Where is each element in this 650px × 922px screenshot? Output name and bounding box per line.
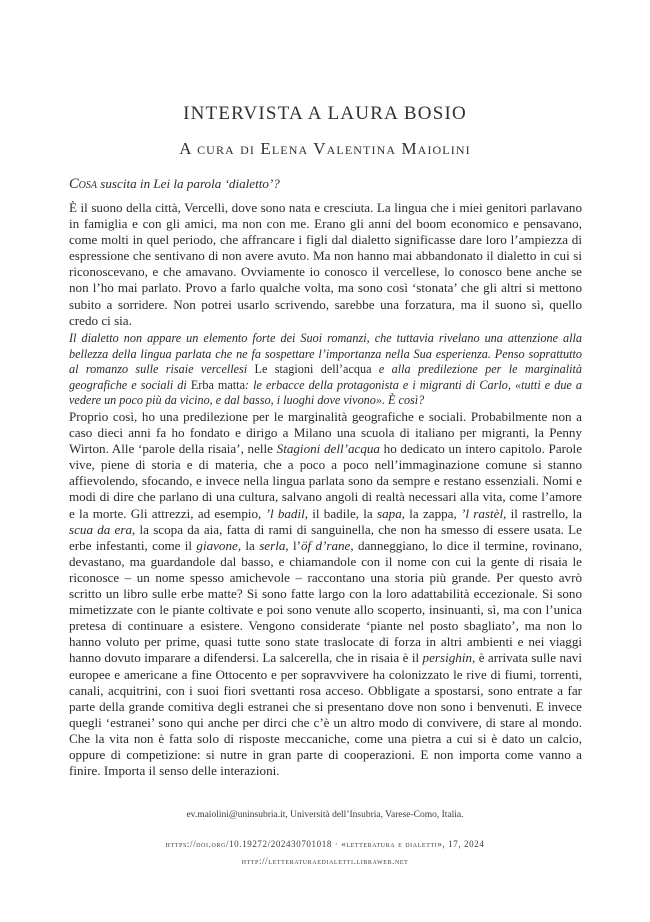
question-1-text: suscita in Lei la parola ‘dialetto’? xyxy=(97,176,280,191)
dialect-word: sapa xyxy=(377,505,402,521)
answer-text: , è arrivata sulle navi europee e americane a fine Ottocento e per sopravvivere ha colonizzato le rive di fiumi, torrenti, canali, acquitrini, con i suoi fiori svettanti rosa acceso. Obbligate a spostarsi, sono entrate a far parte della grande comitiva degli estranei che si presentano dove non sono i benvenuti. E invece quegli ‘estranei’ sono qui anche per dirci che c’è un altro modo di convivere, di stare al mondo. Che la vita non è fatta solo di risposte meccaniche, come una pietra a cui si è dato un calcio, oppure di competizione: si nutre in gran parte di cooperazioni. E non importa come vanno a finire. Importa il senso delle interazioni. xyxy=(69,650,582,779)
question-1-lead: Cosa xyxy=(69,176,98,192)
answer-text: Proprio così, ho una predilezione per le marginalità geografiche e sociali. Probabilmente non a caso dieci anni fa ho fondato e dirigo a Milano una scuola di italiano per migranti, la Penny Wirton. Alle ‘parole della risaia’, nelle xyxy=(69,409,582,457)
question-2 xyxy=(69,331,582,409)
answer-text: , l’ xyxy=(285,537,301,553)
doi-citation: https://doi.org/10.19272/202430701018 · «letteratura e dialetti», 17, 2024 xyxy=(165,839,485,849)
dialect-word: ’l badil xyxy=(265,505,305,521)
book-title: Erba matta xyxy=(190,377,245,392)
journal-website: http://letteraturaedialetti.libraweb.net xyxy=(241,856,409,866)
answer-text: , danneggiano, lo dice il termine, rovinano, devastano, ma guardandole dal basso, e chiamandole con il nome con cui la gente di risaia le riconosce – un nome spesso amichevole – raccontano una storia più grande. Per questo avrò scritto un libro sulle erbe matte? Si sono fatte largo con la loro adattabilità eccezionale. Si sono mimetizzate con le piante coltivate e poi sono venute allo scoperto, insinuanti, sì, ma con l’unica pretesa di continuare a esistere. Vengono considerate ‘piante nel posto sbagliato’, ma non lo hanno voluto per prime, quasi tutte sono state traslocate di forza in altri ambienti e nei viaggi hanno dovuto imparare a difendersi. La salcerella, che in risaia è il xyxy=(69,537,582,666)
answer-text: , la scopa da aia, fatta di rami di sanguinella, che non ha smesso di essere usata. Le erbe infestanti, come il xyxy=(69,521,582,553)
answer-text: , il rastrello, la xyxy=(503,505,582,521)
answer-text: , la xyxy=(237,537,260,553)
answer-text: , la zappa, xyxy=(401,505,462,521)
answer-2 xyxy=(69,409,582,779)
answer-text: ho dedicato un intero capitolo. Parole vive, piene di storia e di materia, che a poco a poco nell’immaginazione comune si stanno affievolendo, sfocando, e invece nella lingua parlata sono da sempre e restano essenziali. Nomi e modi di dire che parlano di una cultura, salvano angoli di realtà necessari alla vita, come l’amore e la morte. Gli attrezzi, ad esempio, xyxy=(69,441,583,521)
article-subtitle: A cura di Elena Valentina Maiolini xyxy=(179,139,471,158)
question-1 xyxy=(69,176,582,192)
book-title: Le stagioni dell’acqua xyxy=(254,362,372,377)
question-2-text: e alla predilezione per le marginalità geografiche e sociali di xyxy=(69,362,582,392)
article-title: INTERVISTA A LAURA BOSIO xyxy=(183,103,467,124)
answer-text: , il badile, la xyxy=(304,505,377,521)
question-2-text: Il dialetto non appare un elemento forte dei Suoi romanzi, che tuttavia rivelano una attenzione alla bellezza della lingua parlata che ne fa sospettare l’importanza nella Sua esperienza. Penso soprattutto al romanzo sulle risaie vercellesi xyxy=(69,331,582,377)
book-title: Stagioni dell’acqua xyxy=(276,441,380,457)
dialect-word: persighin xyxy=(422,650,473,666)
dialect-word: serla xyxy=(259,537,286,553)
dialect-word: öf d’rane xyxy=(300,537,351,553)
answer-1: È il suono della città, Vercelli, dove sono nata e cresciuta. La lingua che i miei genitori parlavano in famiglia e con gli amici, ma non con me. Erano gli anni del boom economico e pensavano, come molti in quel periodo, che affrancare i figli dal dialetto significasse dare loro l’ampiezza di espressione che sentivano di non avere avuto. Ma non hanno mai abbandonato il dialetto in cui si riconoscevano, e che amavano. Ovviamente io conosco il vercellese, lo conosco bene anche se non l’ho mai parlato. Provo a farlo qualche volta, ma sono così ‘stonata’ che gli altri si mettono subito a sorridere. Non potrei usarlo scrivendo, sarebbe una forzatura, ma il suono sì, quello credo ci sia. xyxy=(69,200,582,328)
author-email: ev.maiolini@uninsubria.it, Università dell’Insubria, Varese-Como, Italia. xyxy=(186,810,464,820)
question-2-text: : le erbacce della protagonista e i migranti di Carlo, «tutti e due a vedere un poco più da vicino, e dal basso, i luoghi dove vivono». È così? xyxy=(69,377,582,408)
dialect-word: scua da era xyxy=(69,521,133,537)
dialect-word: ’l rastèl xyxy=(461,505,504,521)
dialect-word: giavone xyxy=(196,537,238,553)
